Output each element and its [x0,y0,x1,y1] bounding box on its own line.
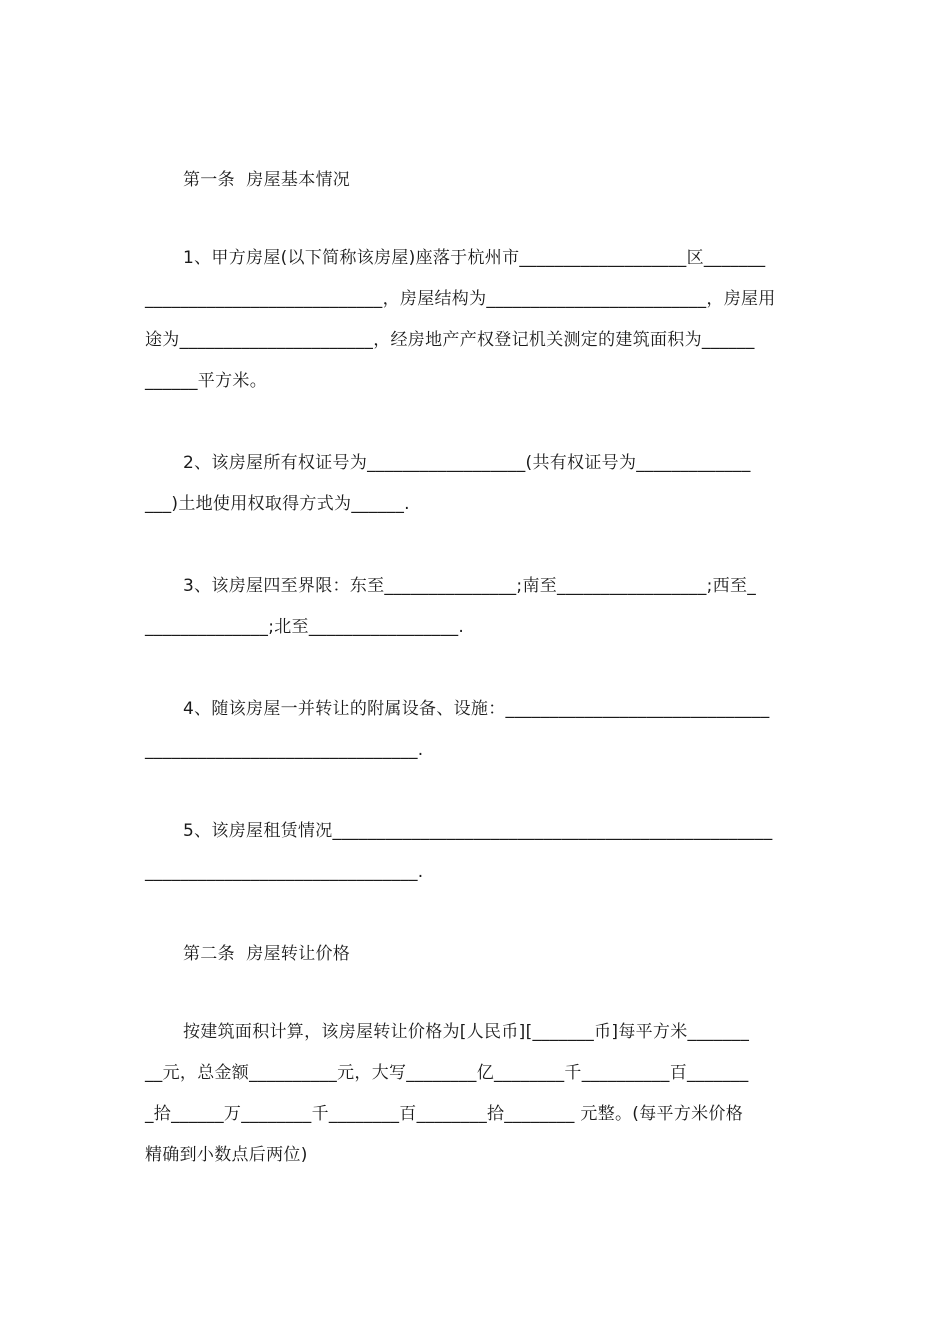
item-1-line-3: 途为______________________，经房地产产权登记机关测定的建筑面积为______ [145,330,755,350]
item-3-line-1: 3、该房屋四至界限：东至_______________;南至_________________;西至_ [183,576,757,596]
item-3-line-2: ______________;北至_________________. [145,617,465,637]
item-1-line-4: ______平方米。 [145,371,267,391]
price-paragraph-line-1: 按建筑面积计算，该房屋转让价格为[人民币][_______币]每平方米_______ [183,1022,750,1042]
section-2-heading: 第二条 房屋转让价格 [183,944,351,964]
item-1-line-1: 1、甲方房屋(以下简称该房屋)座落于杭州市___________________区_______ [183,248,766,268]
item-1-line-2: ___________________________，房屋结构为_________________________，房屋用 [145,289,776,309]
section-1-heading: 第一条 房屋基本情况 [183,170,351,190]
price-paragraph-line-4: 精确到小数点后两位) [145,1145,308,1165]
item-4-line-1: 4、随该房屋一并转让的附属设备、设施：______________________________ [183,699,770,719]
item-5-line-1: 5、该房屋租赁情况__________________________________________________ [183,821,773,841]
price-paragraph-line-3: _拾______万________千________百________拾________ 元整。(每平方米价格 [145,1104,744,1124]
item-2-line-2: ___)土地使用权取得方式为______. [145,494,410,514]
item-2-line-1: 2、该房屋所有权证号为__________________(共有权证号为_____________ [183,453,751,473]
price-paragraph-line-2: __元，总金额__________元，大写________亿________千__________百_______ [145,1063,749,1083]
item-5-line-2: _______________________________. [145,862,424,882]
item-4-line-2: _______________________________. [145,740,424,760]
